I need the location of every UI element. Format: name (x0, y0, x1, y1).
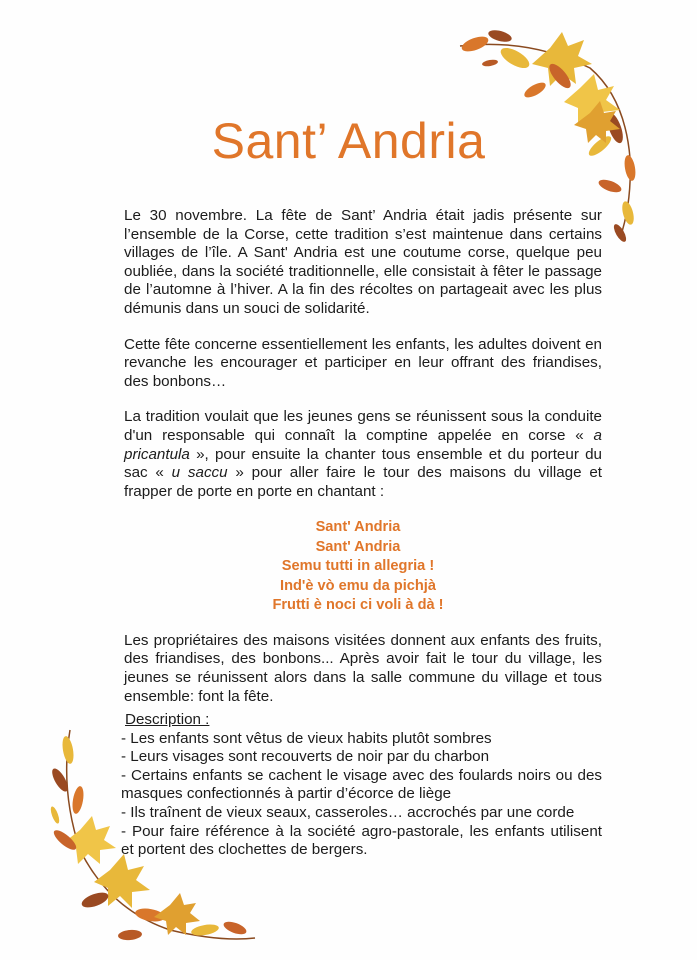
tradition-text-3: » pour aller faire le tour des maisons du village et frapper de porte en porte en chantant : (124, 464, 603, 500)
description-item: - Pour faire référence à la société agro-pastorale, les enfants utilisent et portent des clochettes de bergers. (121, 822, 602, 859)
article-body (124, 207, 602, 723)
verse-line: Ind'è vò emu da pichjà (280, 577, 436, 594)
description-item: - Certains enfants se cachent le visage avec des foulards noirs ou des masques confectionnés à partir d’écorce de liège (121, 766, 602, 803)
verse-line: Frutti è noci ci voli à dà ! (272, 597, 444, 614)
description-heading: Description : (125, 711, 210, 728)
description-item: - Ils traînent de vieux seaux, casseroles… accrochés par une corde (121, 803, 575, 821)
page-title: Sant’ Andria (211, 113, 486, 169)
song-verse (114, 518, 602, 616)
tradition-text-1: La tradition voulait que les jeunes gens se réunissent sous la conduite d'un responsable qui connaît la comptine appelée en corse « (124, 408, 602, 444)
verse-line: Sant' Andria (315, 538, 401, 555)
verse-line: Semu tutti in allegria ! (281, 558, 435, 575)
term-a-pricantula: a pricantula (124, 426, 602, 463)
paragraph-children: Cette fête concerne essentiellement les enfants, les adultes doivent en revanche les encourager et participer en leur offrant des friandises, des bonbons… (124, 335, 602, 390)
description-item: - Les enfants sont vêtus de vieux habits plutôt sombres (121, 729, 492, 747)
term-u-saccu: u saccu (171, 464, 228, 482)
description-section (121, 711, 602, 860)
description-item: - Leurs visages sont recouverts de noir par du charbon (121, 748, 490, 766)
paragraph-owners: Les propriétaires des maisons visitées donnent aux enfants des fruits, des friandises, des bonbons... Après avoir fait le tour du village, les jeunes se réunissent alors dans la salle commune du village et tous ensemble: font la fête. (124, 631, 602, 705)
tradition-text-2: », pour ensuite la chanter tous ensemble et du porteur du sac « (124, 445, 602, 482)
paragraph-tradition (124, 408, 602, 501)
verse-line: Sant' Andria (315, 519, 401, 536)
paragraph-intro: Le 30 novembre. La fête de Sant’ Andria était jadis présente sur l’ensemble de la Corse, cette tradition s’est maintenue dans certains villages de l’île. A Sant' Andria est une coutume corse, quelque peu oubliée, dans la société traditionnelle, elle consistait à fêter le passage de l’automne à l’hiver. A la fin des récoltes on partageait avec les plus démunis dans un souci de solidarité. (124, 207, 602, 317)
